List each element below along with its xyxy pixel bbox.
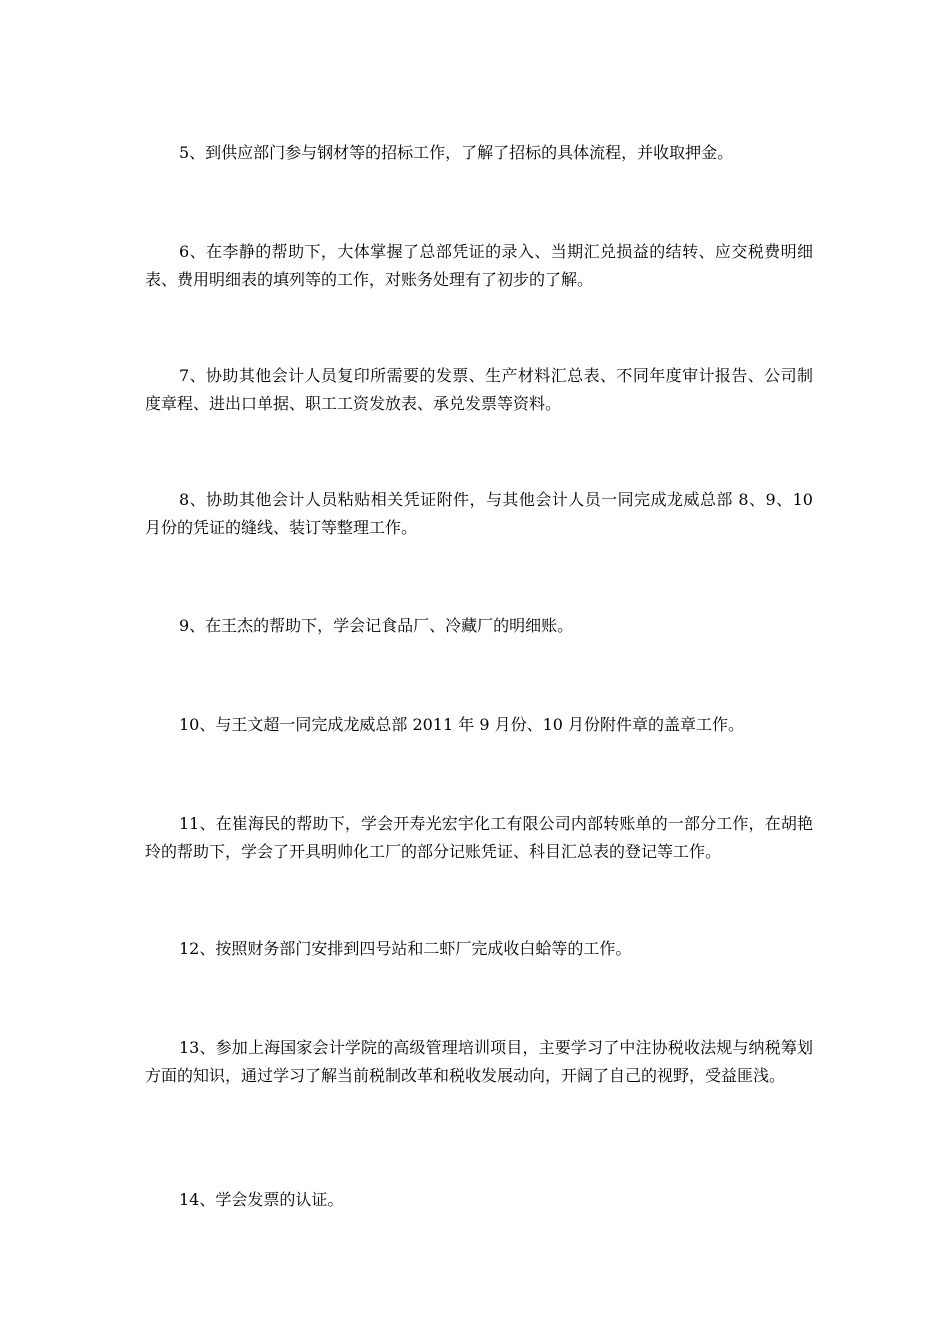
- paragraph-item-8: 8、协助其他会计人员粘贴相关凭证附件，与其他会计人员一同完成龙威总部 8、9、10 月份的凭证的缝线、装订等整理工作。: [145, 490, 813, 537]
- paragraph-item-11: 11、在崔海民的帮助下，学会开寿光宏宇化工有限公司内部转账单的一部分工作，在胡艳玲的帮助下，学会了开具明帅化工厂的部分记账凭证、科目汇总表的登记等工作。: [145, 814, 813, 861]
- paragraph-item-10: 10、与王文超一同完成龙威总部 2011 年 9 月份、10 月份附件章的盖章工作。: [179, 715, 745, 734]
- paragraph-item-12: 12、按照财务部门安排到四号站和二虾厂完成收白蛤等的工作。: [179, 939, 632, 958]
- paragraph-item-5: 5、到供应部门参与钢材等的招标工作，了解了招标的具体流程，并收取押金。: [179, 143, 734, 162]
- paragraph-item-7: 7、协助其他会计人员复印所需要的发票、生产材料汇总表、不同年度审计报告、公司制度章程、进出口单据、职工工资发放表、承兑发票等资料。: [145, 366, 813, 413]
- paragraph-item-9: 9、在王杰的帮助下，学会记食品厂、冷藏厂的明细账。: [179, 616, 574, 635]
- paragraph-item-14: 14、学会发票的认证。: [179, 1190, 344, 1209]
- paragraph-item-13: 13、参加上海国家会计学院的高级管理培训项目，主要学习了中注协税收法规与纳税筹划方面的知识，通过学习了解当前税制改革和税收发展动向，开阔了自己的视野，受益匪浅。: [145, 1038, 813, 1085]
- paragraph-item-6: 6、在李静的帮助下，大体掌握了总部凭证的录入、当期汇兑损益的结转、应交税费明细表、费用明细表的填列等的工作，对账务处理有了初步的了解。: [145, 242, 813, 289]
